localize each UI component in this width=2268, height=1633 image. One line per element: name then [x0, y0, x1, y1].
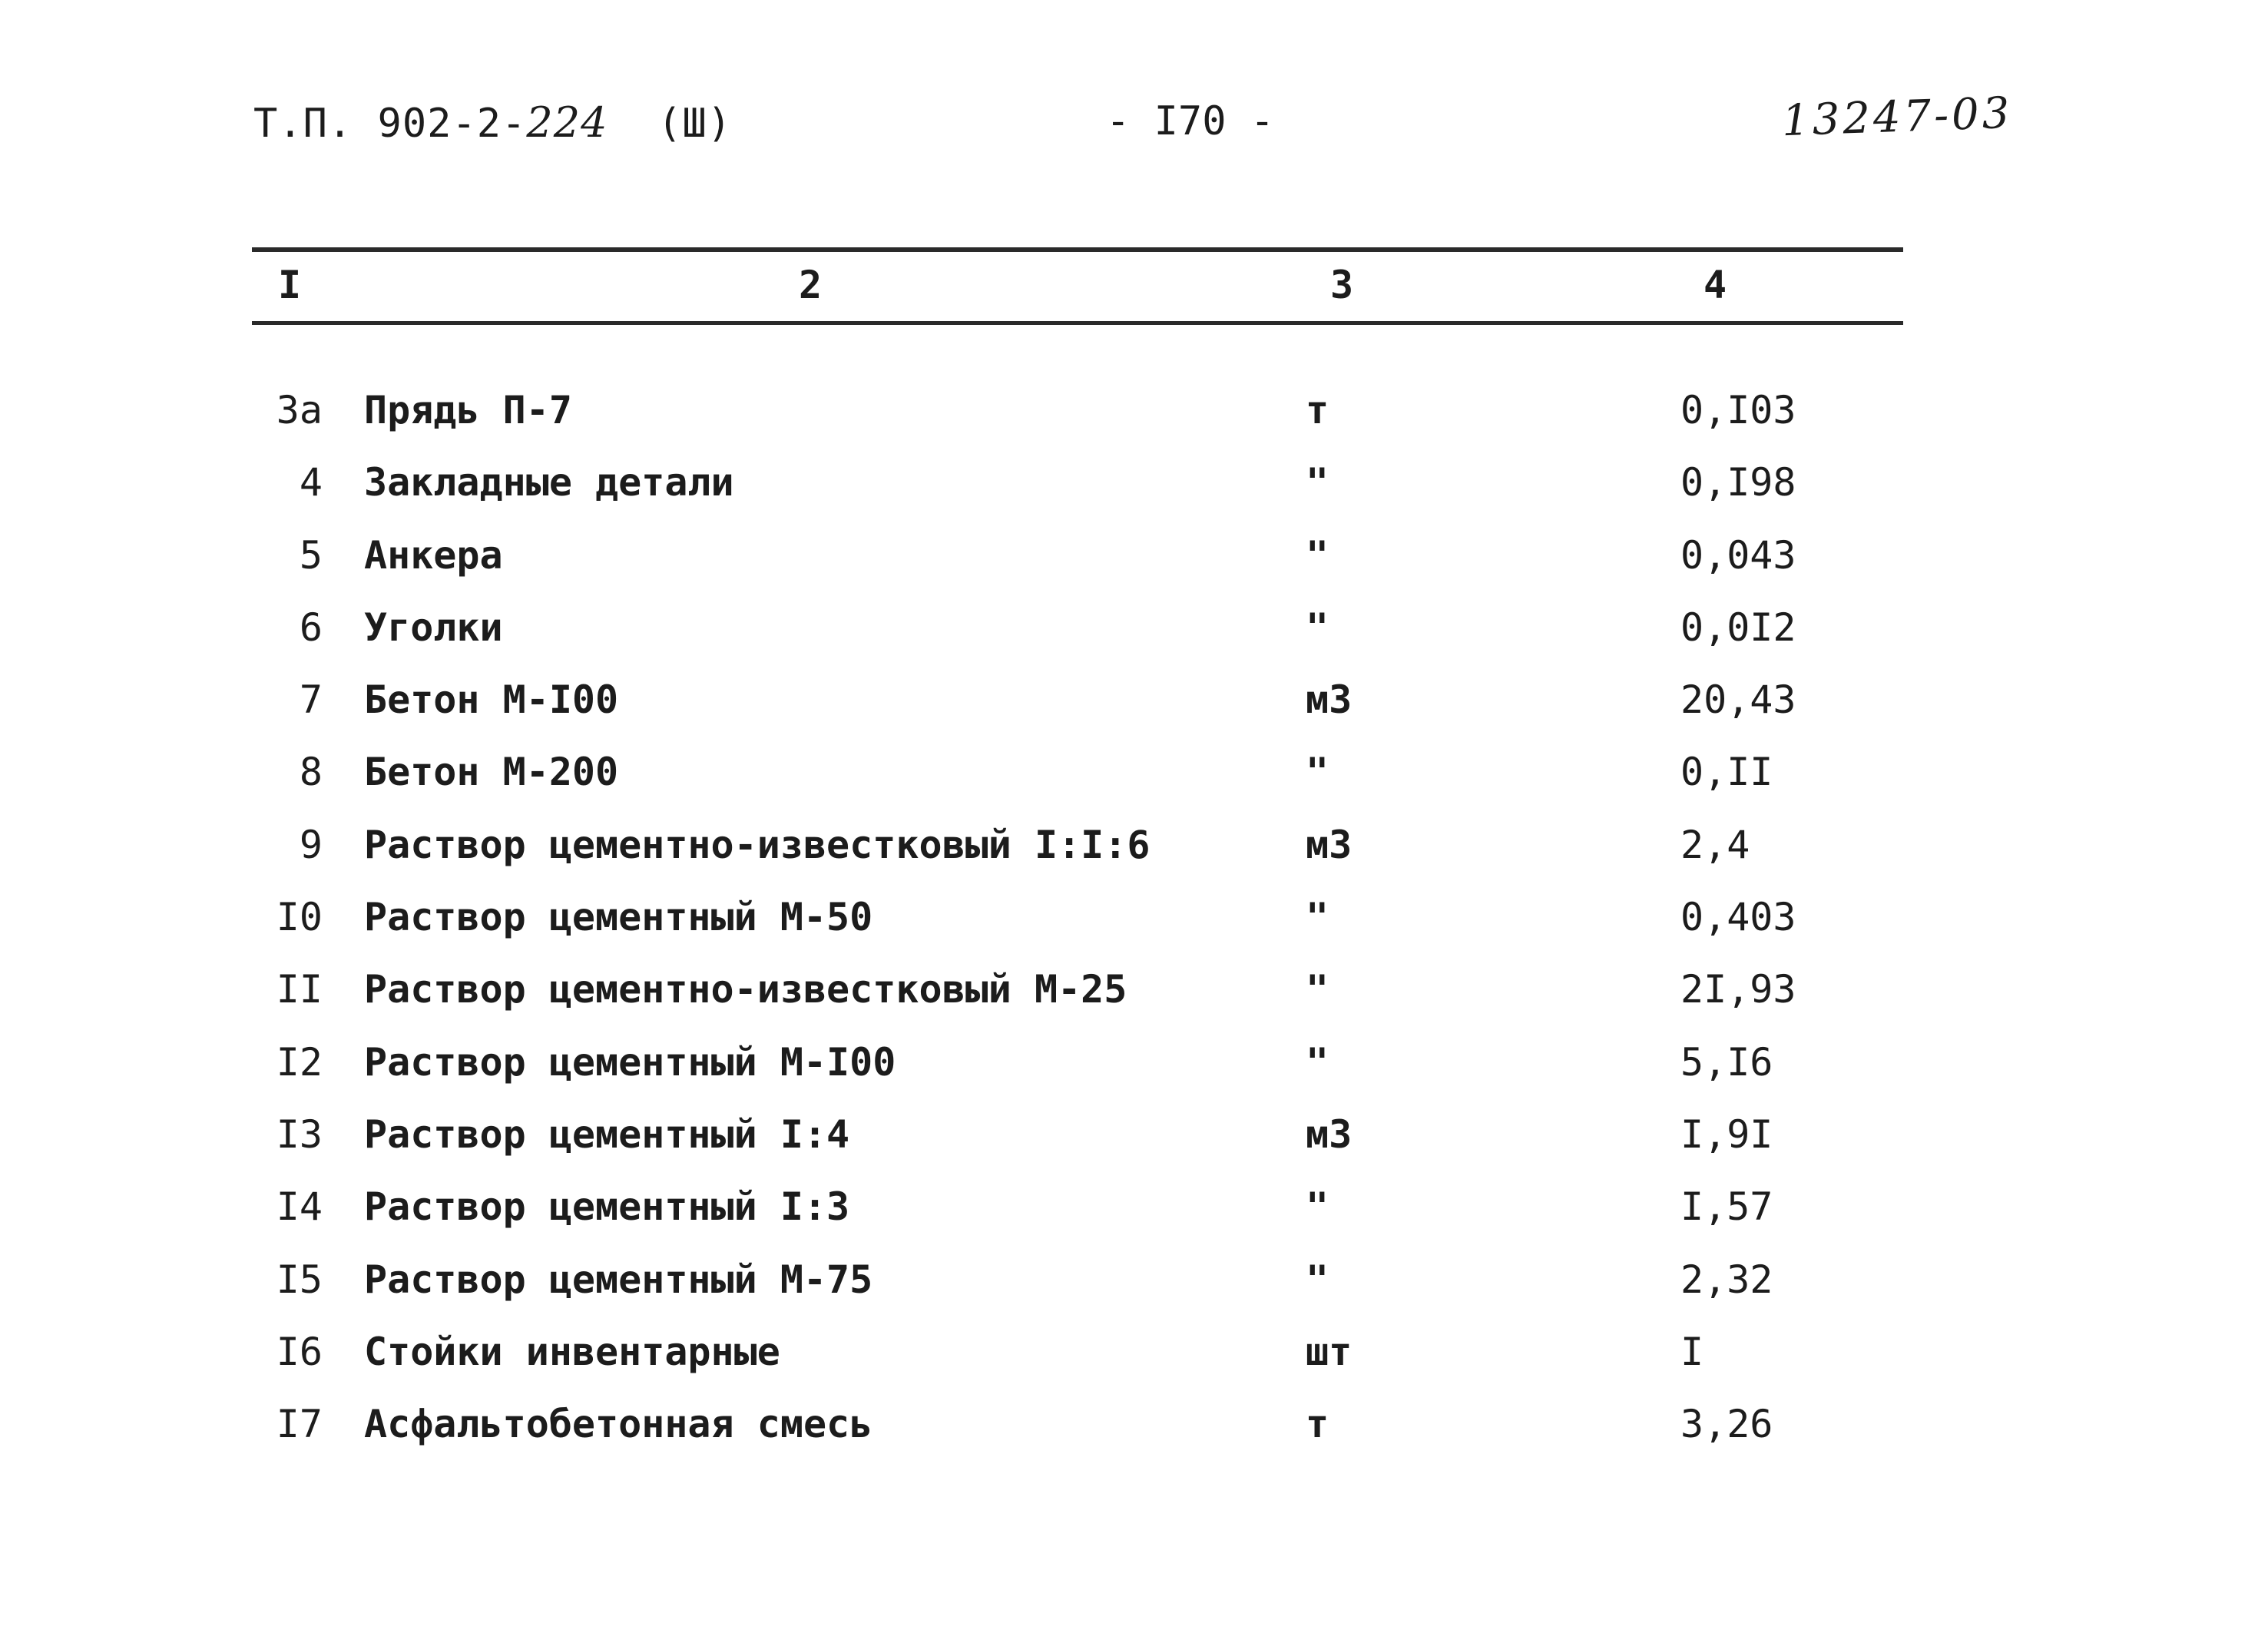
table-row	[0, 1257, 2268, 1330]
material-name: Бетон М-I00	[364, 677, 619, 723]
row-number: 5	[299, 532, 323, 578]
row-number: 3а	[276, 388, 323, 432]
quantity: I,9I	[1680, 1111, 1773, 1157]
table-body	[0, 388, 2268, 1474]
table-row	[0, 1402, 2268, 1474]
quantity: 0,II	[1680, 750, 1773, 795]
table-row	[0, 460, 2268, 532]
row-number: 8	[299, 750, 323, 795]
material-name: Раствор цементно-известковый I:I:6	[364, 822, 1151, 867]
row-number: I2	[276, 1039, 323, 1085]
column-header-3: 3	[1330, 263, 1354, 307]
material-name: Закладные детали	[364, 460, 734, 505]
unit: "	[1306, 1184, 1329, 1230]
material-name: Раствор цементный I:4	[364, 1111, 850, 1157]
quantity: 0,I03	[1680, 388, 1796, 432]
column-header-4: 4	[1703, 263, 1727, 307]
unit: м3	[1306, 1111, 1353, 1157]
table-row	[0, 823, 2268, 895]
material-name: Раствор цементно-известковый М-25	[364, 967, 1127, 1012]
quantity: 2,4	[1680, 822, 1750, 867]
unit: "	[1306, 750, 1329, 795]
unit: м3	[1306, 822, 1353, 867]
row-number: I4	[276, 1184, 323, 1230]
unit: м3	[1306, 677, 1353, 723]
quantity: 0,0I2	[1680, 605, 1796, 650]
material-name: Раствор цементный I:3	[364, 1184, 850, 1230]
row-number: I3	[276, 1111, 323, 1157]
material-name: Раствор цементный М-I00	[364, 1039, 896, 1085]
row-number: 4	[299, 460, 323, 505]
material-name: Асфальтобетонная смесь	[364, 1402, 873, 1447]
document-code-suffix: (Ш)	[657, 101, 732, 147]
unit: шт	[1306, 1329, 1353, 1374]
unit: "	[1306, 967, 1329, 1012]
quantity: I	[1680, 1329, 1704, 1374]
row-number: 9	[299, 822, 323, 867]
row-number: I7	[276, 1402, 323, 1447]
unit: "	[1306, 1257, 1329, 1302]
table-row	[0, 967, 2268, 1039]
material-name: Прядь П-7	[364, 388, 572, 432]
quantity: 20,43	[1680, 677, 1796, 723]
quantity: I,57	[1680, 1184, 1773, 1230]
table-top-rule	[252, 247, 1903, 252]
row-number: I6	[276, 1329, 323, 1374]
quantity: 0,043	[1680, 532, 1796, 578]
table-row	[0, 605, 2268, 677]
table-row	[0, 1112, 2268, 1184]
quantity: 5,I6	[1680, 1039, 1773, 1085]
table-header-rule	[252, 321, 1903, 325]
unit: "	[1306, 532, 1329, 578]
table-row	[0, 388, 2268, 460]
document-code-handwritten: 224	[526, 98, 608, 147]
row-number: 6	[299, 605, 323, 650]
unit: т	[1306, 1402, 1329, 1447]
document-code-prefix: Т.П. 902-2-	[253, 101, 527, 147]
table-row	[0, 1330, 2268, 1402]
quantity: 3,26	[1680, 1402, 1773, 1447]
material-name: Анкера	[364, 532, 503, 578]
unit: "	[1306, 460, 1329, 505]
column-header-2: 2	[799, 263, 823, 307]
quantity: 2I,93	[1680, 967, 1796, 1012]
unit: "	[1306, 895, 1329, 940]
row-number: I0	[276, 895, 323, 940]
row-number: I5	[276, 1257, 323, 1302]
unit: "	[1306, 605, 1329, 650]
row-number: II	[276, 967, 323, 1012]
table-row	[0, 1184, 2268, 1257]
quantity: 2,32	[1680, 1257, 1773, 1302]
table-row	[0, 895, 2268, 967]
table-row	[0, 750, 2268, 822]
unit: т	[1306, 388, 1329, 432]
quantity: 0,403	[1680, 895, 1796, 940]
column-header-1: I	[278, 263, 302, 307]
document-code	[253, 98, 732, 147]
material-name: Раствор цементный М-50	[364, 895, 873, 940]
row-number: 7	[299, 677, 323, 723]
material-name: Раствор цементный М-75	[364, 1257, 873, 1302]
table-row	[0, 677, 2268, 750]
material-name: Бетон М-200	[364, 750, 619, 795]
material-name: Стойки инвентарные	[364, 1329, 780, 1374]
table-row	[0, 533, 2268, 605]
page-number: - I70 -	[1106, 98, 1275, 144]
table-row	[0, 1040, 2268, 1112]
unit: "	[1306, 1039, 1329, 1085]
material-name: Уголки	[364, 605, 503, 650]
quantity: 0,I98	[1680, 460, 1796, 505]
archive-number: 13247-03	[1780, 88, 2014, 147]
